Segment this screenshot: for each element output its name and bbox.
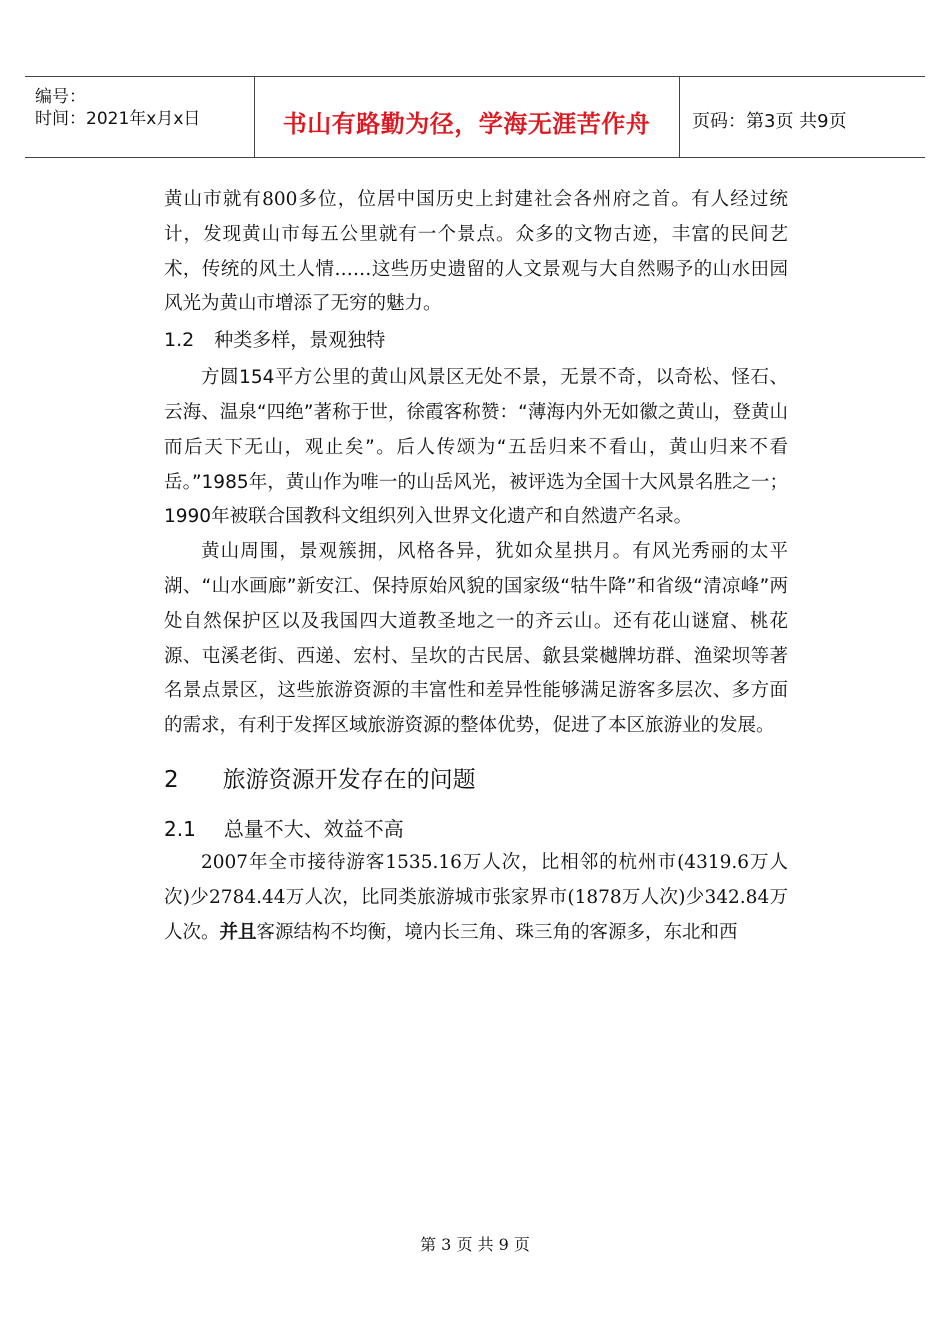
section-2-1-title: 总量不大、效益不高 [223,816,404,841]
motto: 书山有路勤为径，学海无涯苦作舟 [282,110,651,138]
code-label: 编号： [35,87,86,107]
paragraph-2-1-start: 2007年全市接待游客1535.16万人次，比相邻的杭州市(4319.6万人次)少2784.44万人次，比同类旅游城市张家界市(1878万人次)少342.84万人次。 [164,851,788,943]
section-2-number: 2 [164,766,179,793]
section-2-heading [164,760,788,800]
section-2-1-heading [164,814,788,844]
time-label: 时间：2021年x月x日 [35,109,201,129]
paragraph-2-1-bold: 并且 [219,921,257,943]
document-body [164,183,788,950]
page-footer: 第 3 页 共 9 页 [420,1235,530,1254]
paragraph-1-2-b: 黄山周围，景观簇拥，风格各异，犹如众星拱月。有风光秀丽的太平湖、“山水画廊”新安江、保持原始风貌的国家级“牯牛降”和省级“清凉峰”两处自然保护区以及我国四大道教圣地之一的齐云山。还有花山谜窟、桃花源、屯溪老街、西递、宏村、呈坎的古民居、歙县棠樾牌坊群、渔梁坝等著名景点景区，这些旅游资源的丰富性和差异性能够满足游客多层次、多方面的需求，有利于发挥区域旅游资源的整体优势，促进了本区旅游业的发展。 [164,541,788,737]
section-2-1-number: 2.1 [164,816,196,841]
header-motto-cell [254,77,680,157]
section-1-2-heading [164,326,788,354]
section-1-2-title: 种类多样，景观独特 [214,329,386,352]
paragraph-intro: 黄山市就有800多位，位居中国历史上封建社会各州府之首。有人经过统计，发现黄山市每五公里就有一个景点。众多的文物古迹，丰富的民间艺术，传统的风土人情……这些历史遗留的人文景观与大自然赐予的山水田园风光为黄山市增添了无穷的魅力。 [164,189,788,315]
paragraph-1-2-a: 方圆154平方公里的黄山风景区无处不景，无景不奇，以奇松、怪石、云海、温泉“四绝”著称于世，徐霞客称赞：“薄海内外无如徽之黄山，登黄山而后天下无山，观止矣”。后人传颂为“五岳归来不看山，黄山归来不看岳。”1985年，黄山作为唯一的山岳风光，被评选为全国十大风景名胜之一；1990年被联合国教科文组织列入世界文化遗产和自然遗产名录。 [164,367,788,528]
paragraph-2-1 [164,846,788,950]
header-left-cell [25,77,255,157]
paragraph-2-1-end: 客源结构不均衡，境内长三角、珠三角的客源多，东北和西 [256,921,738,943]
page-code: 页码：第3页 共9页 [692,111,847,132]
header-right-cell [680,77,925,157]
page-header [25,76,925,158]
section-2-title: 旅游资源开发存在的问题 [222,766,476,793]
section-1-2-number: 1.2 [164,329,195,352]
